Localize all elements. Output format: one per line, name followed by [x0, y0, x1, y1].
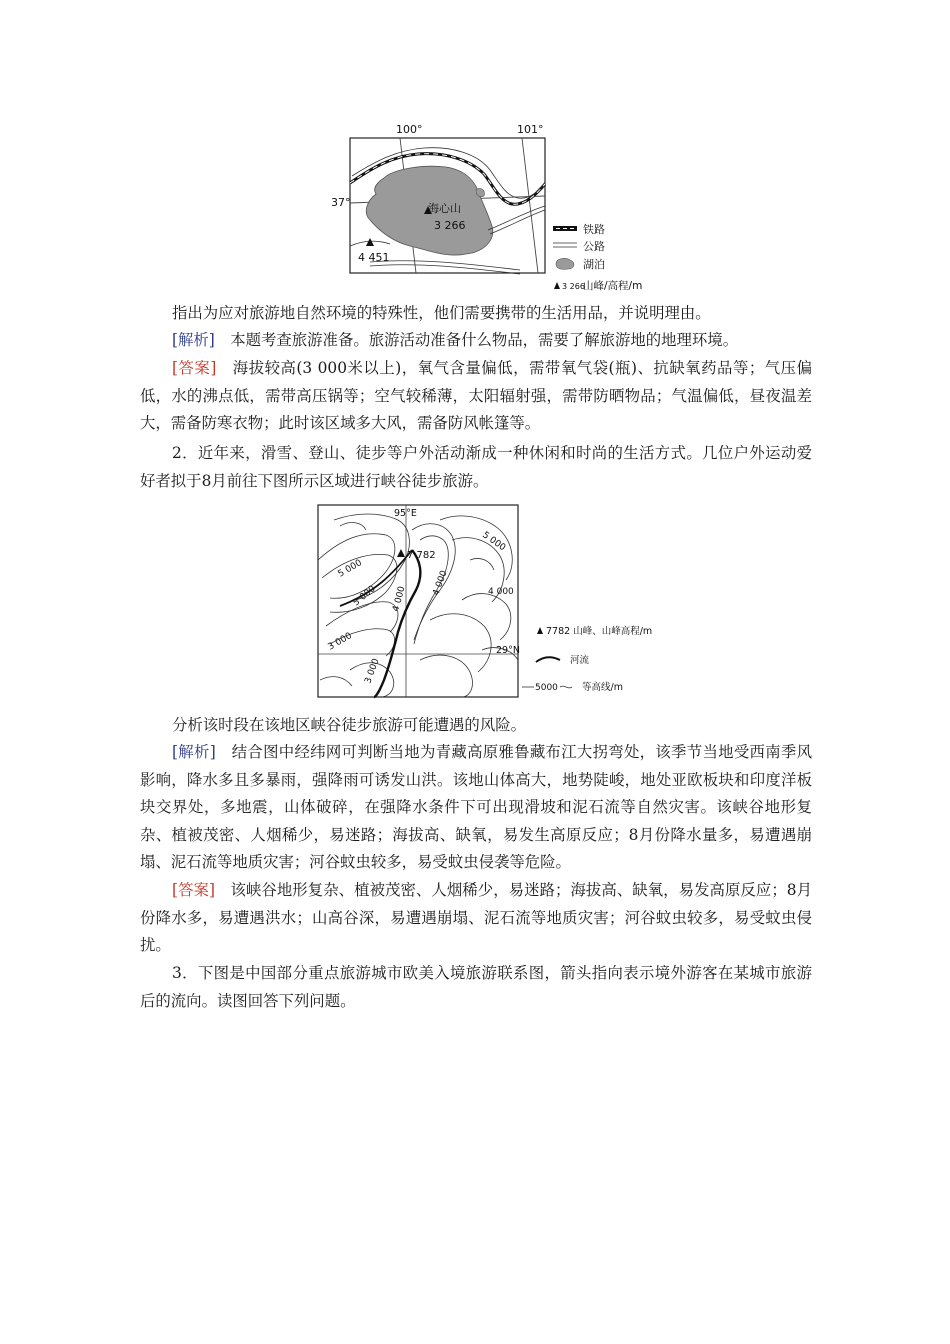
peak-7782-label: 7 782: [407, 550, 436, 561]
q3-stem: 3．下图是中国部分重点旅游城市欧美入境旅游联系图，箭头指向表示境外游客在某城市旅游后的流向。读图回答下列问题。: [140, 964, 812, 1010]
q2-analysis: [140, 739, 812, 877]
contour-label: 4 000: [488, 587, 514, 597]
answer-text: 该峡谷地形复杂、植被茂密、人烟稀少，易迷路；海拔高、缺氧，易发高原反应；8月份降水多，易遭遇洪水；山高谷深，易遭遇崩塌、泥石流等地质灾害；河谷蚊虫较多，易受蚊虫侵扰。: [140, 881, 812, 954]
analysis-text: 结合图中经纬网可判断当地为青藏高原雅鲁藏布江大拐弯处，该季节当地受西南季风影响，降水多且多暴雨，强降雨可诱发山洪。该地山体高大，地势陡峻，地处亚欧板块和印度洋板块交界处，多地震，山体破碎，在强降水条件下可出现滑坡和泥石流等自然灾害。该峡谷地形复杂、植被茂密、人烟稀少，易迷路；海拔高、缺氧，易发生高原反应；8月份降水量多，易遭遇崩塌、泥石流等地质灾害；河谷蚊虫较多，易受蚊虫侵袭等危险。: [140, 743, 812, 871]
lat-29N-label: 29°N: [496, 645, 520, 656]
contour-label: 5 000: [351, 584, 378, 609]
q1-answer: [140, 355, 812, 438]
contour-label: 3 000: [363, 657, 382, 686]
contour-label: 4 000: [391, 585, 408, 613]
legend-peak-label: 山峰/高程/m: [583, 280, 643, 292]
legend-river-icon: [536, 657, 560, 662]
legend-lake-icon: [556, 258, 574, 269]
q1-question: 指出为应对旅游地自然环境的特殊性，他们需要携带的生活用品，并说明理由。: [172, 304, 711, 322]
analysis-tag: [解析]: [172, 331, 215, 349]
lon-101-label: 101°: [517, 123, 544, 136]
contour-label: 5 000: [480, 530, 508, 554]
legend-river-label: 河流: [570, 655, 590, 666]
lat-37-label: 37°: [331, 196, 351, 209]
q1-analysis: [140, 327, 812, 355]
lon-100-label: 100°: [396, 123, 423, 136]
legend-contour-label: 等高线/m: [582, 682, 623, 693]
legend-railway-label: 铁路: [583, 223, 605, 236]
map2-legend: [522, 625, 652, 693]
legend-peak-sample: 3 266: [562, 282, 585, 291]
peak-name-label: 海心山: [428, 202, 461, 215]
legend-peak-label: 7782 山峰、山峰高程/m: [546, 626, 653, 637]
contour-label: 4 000: [431, 569, 450, 598]
analysis-tag: [解析]: [172, 743, 216, 761]
answer-tag: [答案]: [172, 881, 215, 899]
legend-lake-label: 湖泊: [583, 258, 605, 271]
map1-legend: [553, 222, 642, 292]
peak-elev-label: 3 266: [434, 219, 466, 232]
answer-text: 海拔较高(3 000米以上)，氧气含量偏低，需带氧气袋(瓶)、抗缺氧药品等；气压偏低，水的沸点低，需带高压锅等；空气较稀薄，太阳辐射强，需带防晒物品；气温偏低，昼夜温差大，需备防寒衣物；此时该区域多大风，需备防风帐篷等。: [140, 359, 812, 432]
peak2-elev-label: 4 451: [358, 251, 390, 264]
q2-stem: 2．近年来，滑雪、登山、徒步等户外活动渐成一种休闲和时尚的生活方式。几位户外运动爱好者拟于8月前往下图所示区域进行峡谷徒步旅游。: [140, 444, 812, 490]
contour-label: 5 000: [336, 558, 364, 580]
legend-road-label: 公路: [583, 240, 605, 253]
q2-question: 分析该时段在该地区峡谷徒步旅游可能遭遇的风险。: [172, 716, 526, 734]
analysis-text: 本题考查旅游准备。旅游活动准备什么物品，需要了解旅游地的地理环境。: [230, 331, 739, 349]
legend-contour-value: 5000: [535, 683, 558, 693]
legend-peak-icon: [554, 282, 560, 289]
legend-peak-icon: [537, 627, 543, 634]
answer-tag: [答案]: [172, 359, 217, 377]
q2-answer: [140, 877, 812, 960]
contour-map-figure: [310, 500, 680, 700]
lake-map-figure: [330, 118, 680, 298]
contour-label: 3 000: [326, 631, 354, 653]
lon-95E-label: 95°E: [394, 508, 417, 519]
